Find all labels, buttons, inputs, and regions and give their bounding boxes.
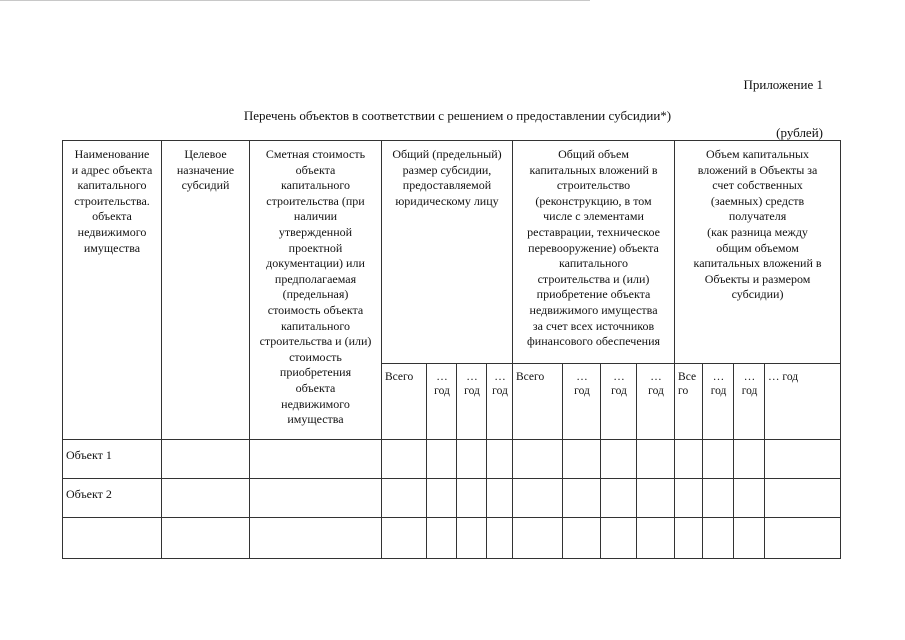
investment-year-cell [637, 363, 675, 439]
table-cell [675, 517, 703, 558]
table-row [63, 439, 841, 478]
investment-total-cell [513, 363, 563, 439]
objects-table [62, 140, 841, 559]
header-line: объекта [295, 380, 336, 395]
header-line: назначение [176, 162, 235, 177]
row-object-label: Объект 2 [63, 478, 162, 517]
investment-year-dots: … [576, 370, 588, 383]
header-line: субсидии) [731, 287, 784, 302]
header-line: получателя [728, 209, 787, 224]
table-cell [382, 478, 427, 517]
document-title: Перечень объектов в соответствии с решением о предоставлении субсидии*) [243, 108, 672, 123]
header-line: Общий (предельный) [392, 147, 502, 161]
table-cell [675, 478, 703, 517]
table-cell [703, 478, 734, 517]
header-line: капитального [281, 178, 350, 193]
header-line: Сметная стоимость [265, 147, 366, 161]
subsidy-total-label: Всего [385, 370, 414, 383]
header-line: капитальных вложений в [529, 162, 658, 177]
table-cell [162, 439, 250, 478]
header-line: предоставляемой [402, 178, 492, 193]
own-funds-year-combined: … год [768, 370, 799, 383]
own-funds-year-label: год [710, 384, 727, 397]
header-line: строительство [556, 178, 631, 193]
table-cell [457, 517, 487, 558]
table-cell [601, 439, 637, 478]
table-cell [734, 478, 765, 517]
header-line: строительства (при [266, 193, 365, 208]
subsidy-year-label: год [464, 384, 480, 397]
table-cell [487, 478, 513, 517]
investment-year-dots: … [650, 370, 662, 383]
header-line: объекта [92, 209, 132, 224]
table-cell [601, 517, 637, 558]
header-line: перевооружение) объекта [528, 240, 659, 255]
table-cell [513, 478, 563, 517]
own-funds-year-dots: … [743, 370, 756, 383]
table-cell [162, 478, 250, 517]
header-line: предполагаемая [274, 271, 357, 286]
header-line: вложений в Объекты за [697, 162, 818, 177]
table-cell [734, 517, 765, 558]
table-cell [734, 439, 765, 478]
header-total-investment [513, 141, 675, 364]
header-line: имущества [287, 412, 344, 427]
header-line: строительства и (или) [259, 334, 372, 349]
header-line: за счет всех источников [532, 318, 655, 333]
header-line: Объекты и размером [704, 271, 811, 286]
header-subsidy-size [382, 141, 513, 364]
table-cell [601, 478, 637, 517]
appendix-label: Приложение 1 [743, 77, 823, 92]
table-cell [703, 517, 734, 558]
investment-year-label: год [611, 384, 627, 397]
table-cell [487, 439, 513, 478]
header-line: недвижимого [281, 396, 350, 411]
header-estimated-cost [250, 141, 382, 440]
table-cell [250, 439, 382, 478]
investment-total-label: Всего [516, 370, 545, 383]
table-cell [563, 478, 601, 517]
header-line: приобретение объекта [536, 287, 651, 302]
subsidy-year-dots: … [494, 370, 506, 383]
header-line: и адрес объекта [71, 162, 153, 177]
header-line: счет собственных [712, 178, 803, 193]
own-funds-total-cell [675, 363, 703, 439]
table-cell [427, 517, 457, 558]
own-funds-year-label: год [741, 384, 758, 397]
subsidy-total-cell [382, 363, 427, 439]
table-cell [765, 478, 841, 517]
header-line: (предельная) [282, 287, 349, 302]
header-line: недвижимого [77, 224, 147, 239]
table-cell [250, 478, 382, 517]
header-line: документации) или [266, 256, 365, 271]
own-funds-year-dots: … [712, 370, 725, 383]
table-cell [382, 517, 427, 558]
table-cell [427, 439, 457, 478]
subsidy-year-cell [457, 363, 487, 439]
header-line: числе с элементами [543, 209, 644, 224]
subsidy-year-dots: … [466, 370, 478, 383]
own-funds-year-cell [703, 363, 734, 439]
header-line: (заемных) средств [710, 193, 805, 208]
header-line: строительства. [74, 193, 150, 208]
own-funds-total-label-b: го [678, 384, 689, 397]
table-cell [703, 439, 734, 478]
table-cell [765, 439, 841, 478]
header-line: (реконструкцию, в том [535, 193, 652, 208]
table-cell [250, 517, 382, 558]
own-funds-total-label-a: Все [678, 370, 697, 383]
table-cell [637, 439, 675, 478]
header-object-name [63, 141, 162, 440]
subsidy-year-cell [487, 363, 513, 439]
header-line: юридическому лицу [395, 193, 499, 208]
header-line: Объем капитальных [706, 147, 810, 161]
header-line: капитального [281, 318, 350, 333]
header-purpose [162, 141, 250, 440]
header-line: капитального [77, 178, 147, 193]
table-cell [637, 517, 675, 558]
row-object-label: Объект 1 [63, 439, 162, 478]
header-object-name-text [63, 147, 161, 256]
row-object-label [63, 517, 162, 558]
header-line: общим объемом [716, 240, 799, 255]
subsidy-year-cell [427, 363, 457, 439]
header-line: недвижимого имущества [529, 302, 658, 317]
header-line: субсидий [181, 178, 230, 193]
table-cell [162, 517, 250, 558]
table-cell [675, 439, 703, 478]
header-line: объекта [295, 162, 336, 177]
table-cell [382, 439, 427, 478]
table-cell [563, 439, 601, 478]
own-funds-year-cell [765, 363, 841, 439]
header-line: (как разница между [707, 224, 808, 239]
subsidy-year-dots: … [436, 370, 448, 383]
header-line: капитальных вложений в [693, 256, 822, 271]
table-row [63, 478, 841, 517]
table-cell [457, 439, 487, 478]
header-line: проектной [288, 240, 343, 255]
header-line: наличии [293, 209, 338, 224]
header-line: приобретения [279, 365, 352, 380]
table-cell [513, 517, 563, 558]
header-line: утвержденной [278, 224, 353, 239]
table-cell [457, 478, 487, 517]
investment-year-cell [563, 363, 601, 439]
investment-year-label: год [648, 384, 664, 397]
header-line: строительства и (или) [537, 271, 650, 286]
table-cell [487, 517, 513, 558]
own-funds-year-cell [734, 363, 765, 439]
top-rule [0, 0, 590, 1]
table-cell [427, 478, 457, 517]
header-line: Наименование [74, 147, 150, 161]
table-cell [637, 478, 675, 517]
header-estimated-cost-text [250, 147, 381, 428]
header-line: капитального [559, 256, 629, 271]
table-row [63, 517, 841, 558]
header-line: имущества [83, 240, 141, 255]
table-cell [513, 439, 563, 478]
header-line: стоимость объекта [267, 302, 364, 317]
header-line: Общий объем [558, 147, 629, 161]
unit-label: (рублей) [776, 125, 823, 140]
header-subsidy-size-text [382, 147, 512, 209]
header-own-funds [675, 141, 841, 364]
investment-year-label: год [574, 384, 590, 397]
header-purpose-text [162, 147, 249, 194]
header-total-investment-text [513, 147, 674, 350]
investment-year-dots: … [613, 370, 625, 383]
header-line: Целевое [184, 147, 227, 161]
investment-year-cell [601, 363, 637, 439]
subsidy-year-label: год [492, 384, 508, 397]
header-own-funds-text [675, 147, 840, 303]
table-cell [765, 517, 841, 558]
table-cell [563, 517, 601, 558]
header-line: стоимость [289, 349, 342, 364]
subsidy-year-label: год [434, 384, 450, 397]
header-line: размер субсидии, [402, 162, 492, 177]
header-line: реставрации, техническое [527, 224, 660, 239]
header-line: финансового обеспечения [527, 334, 661, 349]
